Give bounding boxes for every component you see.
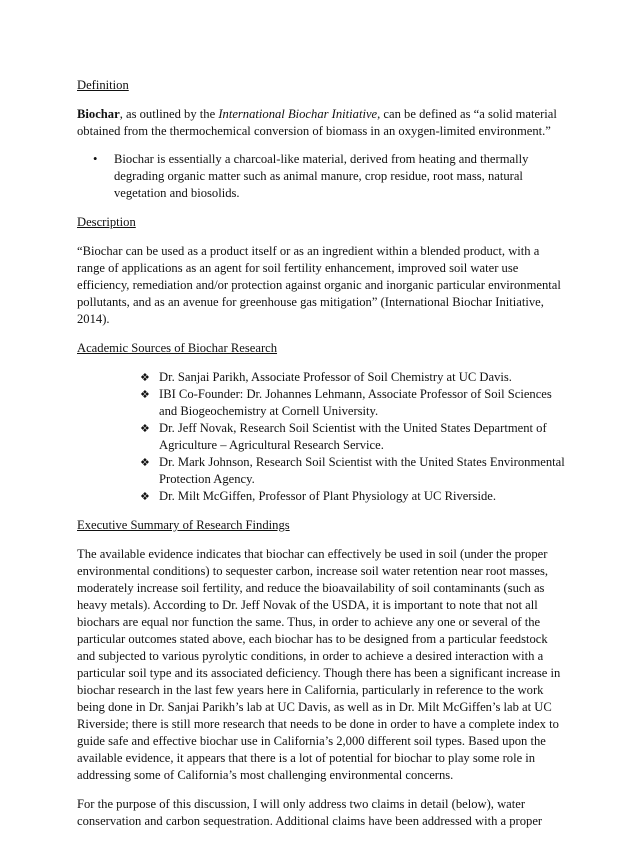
executive-summary-heading: Executive Summary of Research Findings [77, 518, 290, 532]
definition-text-b: , can be defined as “a solid material obtained from the thermochemical conversion of biomass in an oxygen-limited environment.” [77, 107, 557, 138]
diamond-bullet-icon: ❖ [140, 388, 150, 401]
diamond-bullet-icon: ❖ [140, 456, 150, 469]
definition-bullet-text: Biochar is essentially a charcoal-like material, derived from heating and thermally degrading organic matter such as animal manure, crop residue, root mass, natural vegetation and biosolids. [114, 152, 529, 200]
definition-paragraph [77, 106, 567, 140]
list-item [77, 369, 569, 386]
definition-text-a: , as outlined by the [119, 107, 219, 121]
academic-sources-list [77, 369, 567, 505]
description-paragraph: “Biochar can be used as a product itself or as an ingredient within a blended product, with a range of applications as an agent for soil fertility enhancement, improved soil water use efficiency, remediation and/or protection against organic and inorganic particular environmental pollutants, and as an avenue for greenhouse gas mitigation” (International Biochar Initiative, 2014). [77, 244, 561, 326]
executive-summary-paragraph-2: For the purpose of this discussion, I will only address two claims in detail (below), water conservation and carbon sequestration. Additional claims have been addressed with a proper [77, 797, 543, 828]
list-item [77, 386, 569, 420]
diamond-bullet-icon: ❖ [140, 422, 150, 435]
source-text: Dr. Milt McGiffen, Professor of Plant Physiology at UC Riverside. [159, 489, 496, 503]
source-text: Dr. Sanjai Parikh, Associate Professor of Soil Chemistry at UC Davis. [159, 370, 512, 384]
source-text: Dr. Jeff Novak, Research Soil Scientist with the United States Department of Agriculture – Agricultural Research Service. [159, 421, 547, 452]
description-heading: Description [77, 215, 136, 229]
definition-heading: Definition [77, 78, 129, 92]
document-content [77, 77, 567, 842]
diamond-bullet-icon: ❖ [140, 371, 150, 384]
source-text: IBI Co-Founder: Dr. Johannes Lehmann, Associate Professor of Soil Sciences and Biogeochemistry at Cornell University. [159, 387, 552, 418]
list-item [77, 420, 569, 454]
list-item [77, 454, 569, 488]
academic-sources-heading: Academic Sources of Biochar Research [77, 341, 278, 355]
list-item [77, 151, 567, 202]
source-text: Dr. Mark Johnson, Research Soil Scientist with the United States Environmental Protection Agency. [159, 455, 565, 486]
list-item [77, 488, 569, 505]
biochar-term: Biochar [77, 107, 120, 121]
bullet-icon: • [93, 152, 98, 166]
diamond-bullet-icon: ❖ [140, 490, 150, 503]
executive-summary-paragraph-1: The available evidence indicates that biochar can effectively be used in soil (under the proper environmental conditions) to sequester carbon, increase soil water retention near root masses, moderately increase soil fertility, and reduce the bioavailability of soil contaminants (such as heavy metals). According to Dr. Jeff Novak of the USDA, it is important to note that not all biochars are equal nor function the same. Thus, in order to achieve any one or several of the particular outcomes stated above, each biochar has to be designed from a particular feedstock and subjected to various pyrolytic conditions, in order to achieve a desired interaction with a particular soil type and its associated deficiency. Though there has been a significant increase in biochar research in the last few years here in California, particularly in reference to the work being done in Dr. Sanjai Parikh’s lab at UC Davis, as well as in Dr. Milt McGiffen’s lab at UC Riverside; there is still more research that needs to be done in order to have a complete index to guide safe and effective biochar use in California’s 2,000 different soil types. Based upon the available evidence, it appears that there is a lot of potential for biochar to play some role in addressing some of California’s most challenging environmental concerns. [77, 547, 561, 782]
definition-bullet-list [77, 151, 567, 202]
ibi-italic: International Biochar Initiative [218, 107, 378, 121]
